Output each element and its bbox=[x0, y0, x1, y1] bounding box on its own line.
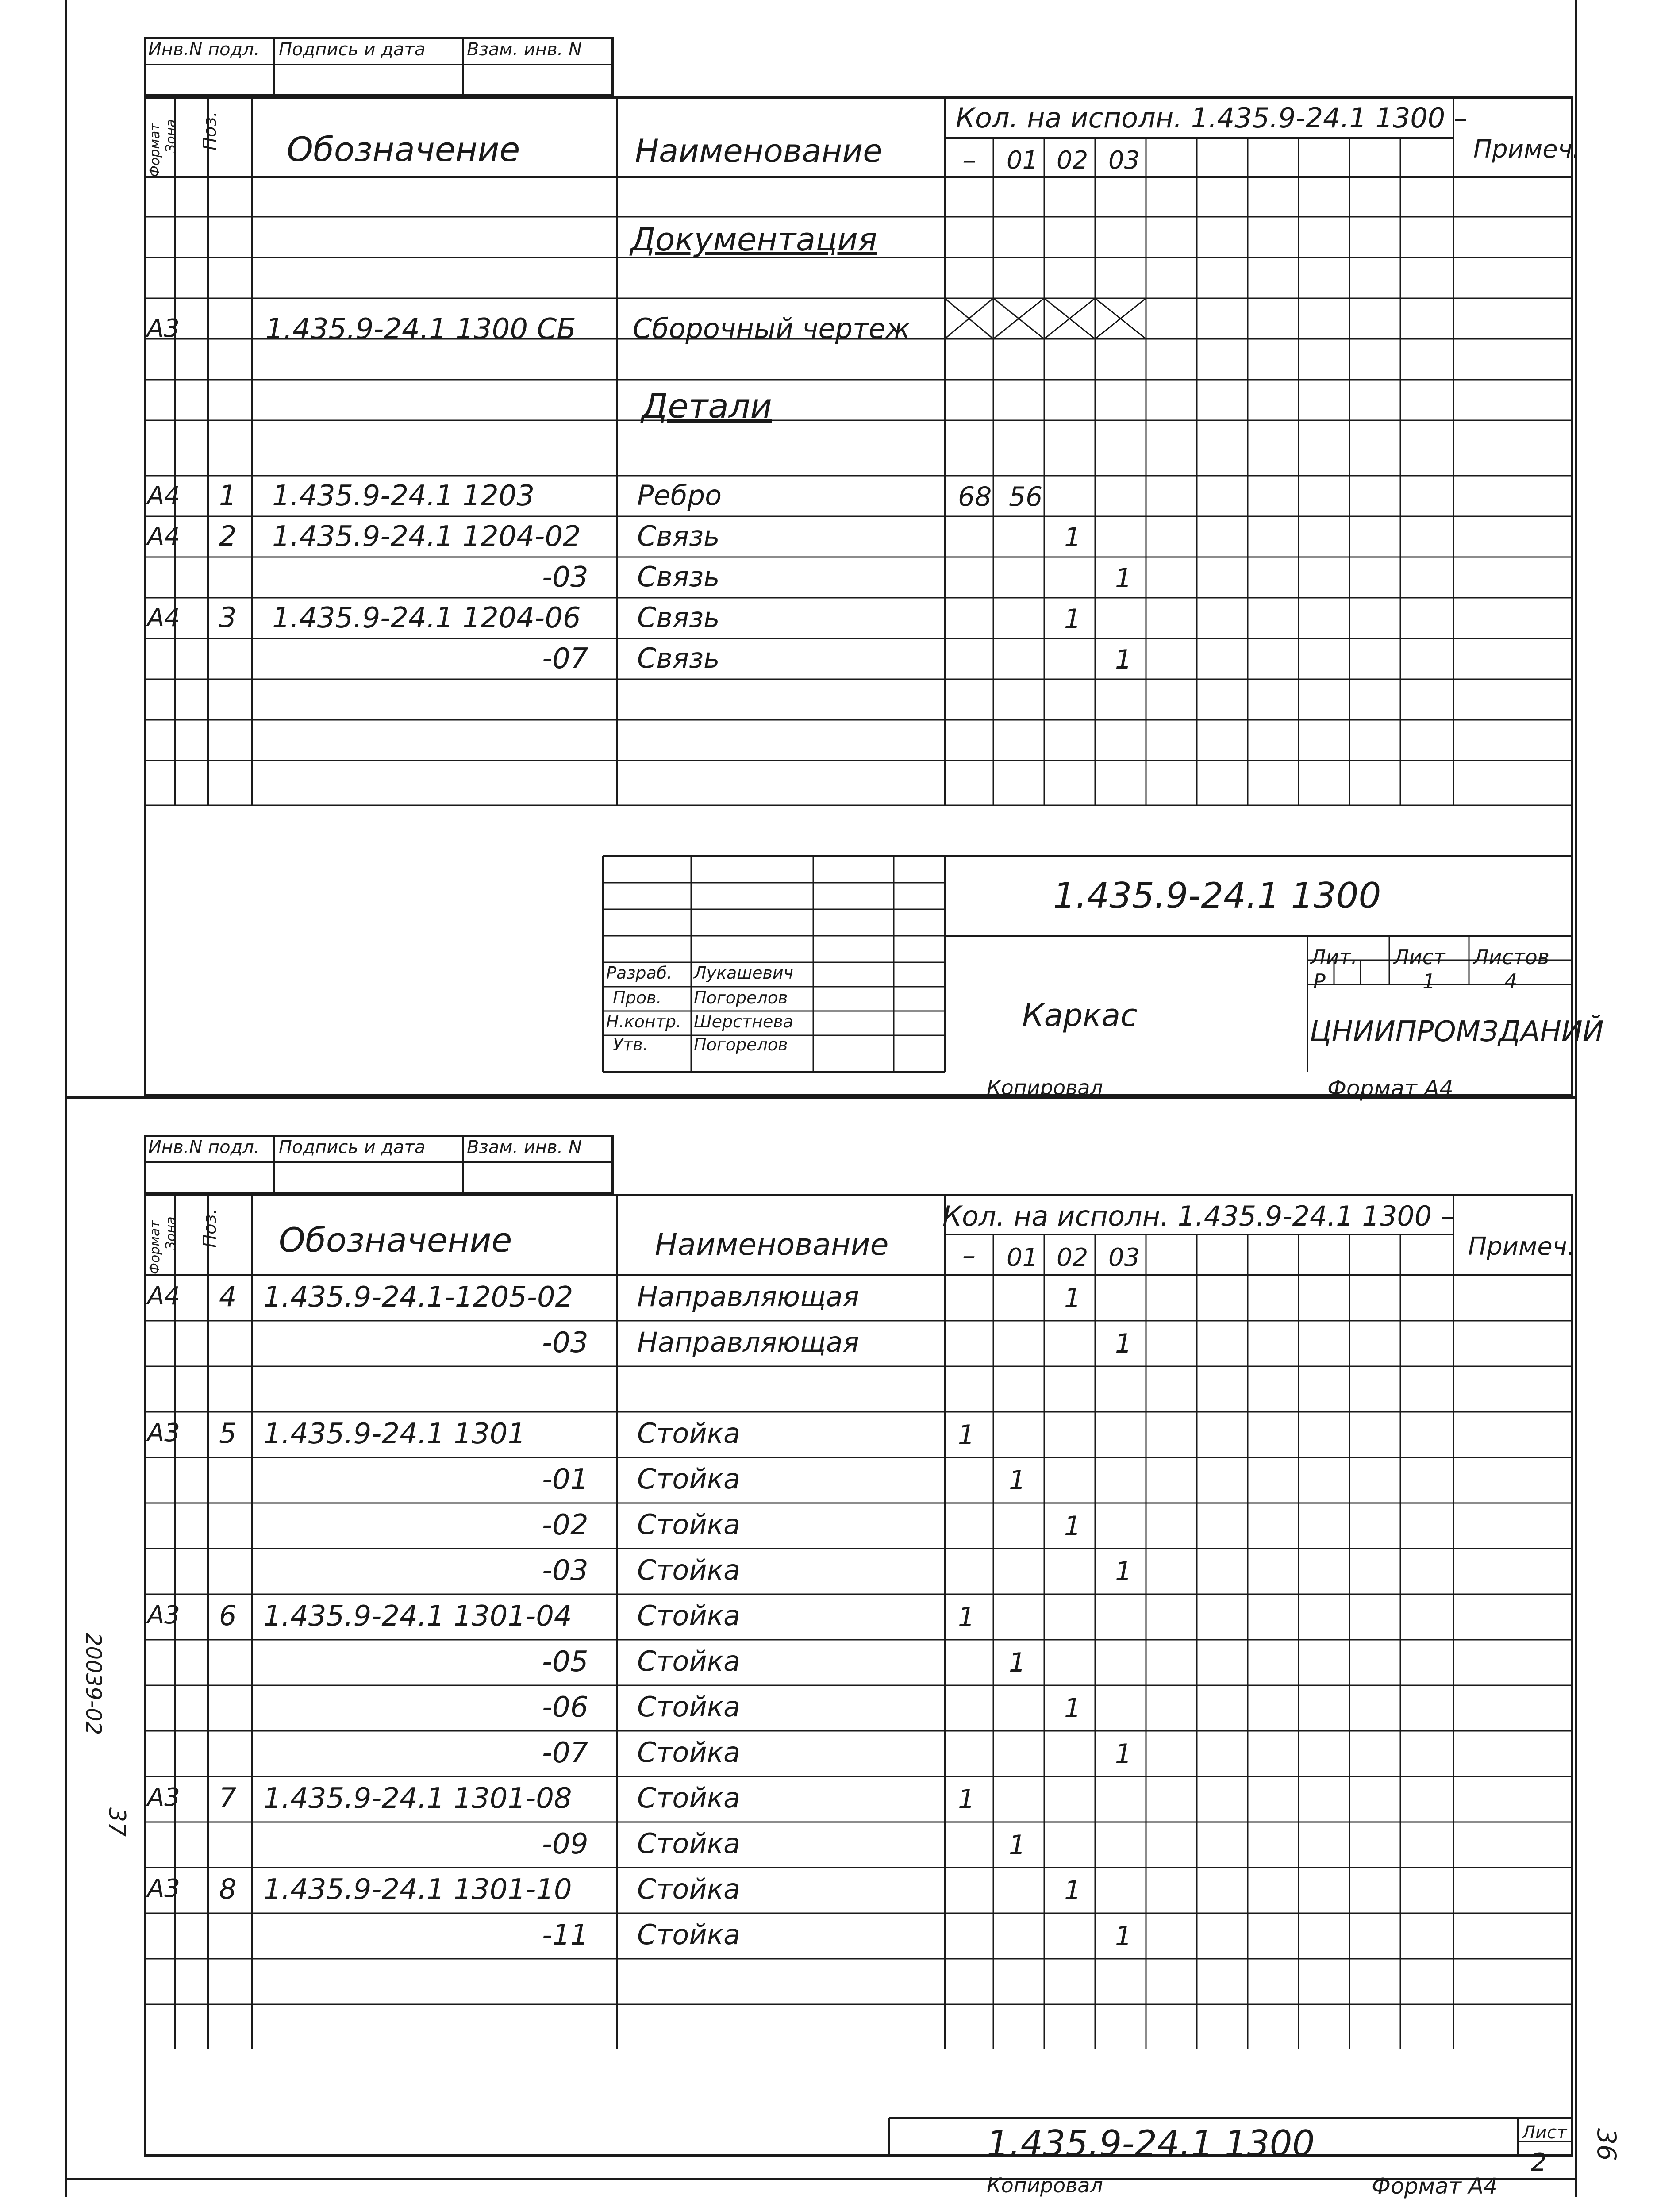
doc-designation: 1.435.9-24.1 1300 СБ bbox=[265, 313, 577, 346]
sheets-value: 4 bbox=[1504, 969, 1518, 993]
sheet2-sheet-value: 2 bbox=[1531, 2148, 1547, 2177]
row-name: Стойка bbox=[637, 1827, 741, 1860]
col-name-header: Наименование bbox=[635, 132, 883, 169]
row-name: Связь bbox=[637, 642, 720, 674]
role-checker: Пров. bbox=[613, 988, 662, 1007]
row-name: Стойка bbox=[637, 1645, 741, 1677]
sheet2-code: 1.435.9-24.1 1300 bbox=[987, 2123, 1315, 2164]
row-pos: 2 bbox=[219, 520, 237, 552]
row-name: Стойка bbox=[637, 1508, 741, 1541]
name-developer: Лукашевич bbox=[694, 963, 793, 983]
qty-02: 1 bbox=[1064, 1283, 1081, 1314]
role-approver: Утв. bbox=[613, 1035, 648, 1054]
col-note-header: Примеч. bbox=[1473, 135, 1580, 164]
row-format: А3 bbox=[147, 1783, 180, 1812]
row-name: Направляющая bbox=[637, 1280, 859, 1313]
row-designation: 1.435.9-24.1 1301-08 bbox=[263, 1782, 572, 1815]
row-designation: -07 bbox=[542, 1737, 588, 1769]
row-name: Стойка bbox=[637, 1691, 741, 1723]
qty-base: 1 bbox=[958, 1602, 975, 1633]
row-name: Стойка bbox=[637, 1873, 741, 1905]
qty-01: 1 bbox=[1009, 1465, 1026, 1496]
qty-01: 1 bbox=[1009, 1647, 1026, 1678]
col-name-header: Наименование bbox=[655, 1227, 889, 1262]
product-name: Каркас bbox=[1022, 997, 1138, 1034]
qty-02: 1 bbox=[1064, 604, 1081, 634]
role-developer: Разраб. bbox=[606, 963, 673, 983]
row-designation: -03 bbox=[542, 561, 588, 594]
copied-label: Копировал bbox=[987, 2173, 1103, 2197]
doc-name: Сборочный чертеж bbox=[633, 312, 911, 345]
doc-format: А3 bbox=[147, 314, 180, 343]
col-pos-header: Поз. bbox=[200, 1208, 220, 1248]
row-designation: -02 bbox=[542, 1509, 588, 1542]
col-designation-header: Обозначение bbox=[279, 1220, 512, 1260]
qty-02: 1 bbox=[1064, 1511, 1081, 1542]
row-format: А4 bbox=[147, 604, 180, 632]
stamp-inv-label: Инв.N подл. bbox=[148, 39, 260, 60]
stamp-sign-label: Подпись и дата bbox=[279, 1137, 426, 1157]
variant-03: 03 bbox=[1108, 1243, 1140, 1272]
row-format: А3 bbox=[147, 1419, 180, 1447]
row-name: Стойка bbox=[637, 1554, 741, 1586]
qty-base: 1 bbox=[958, 1784, 975, 1815]
variant-03: 03 bbox=[1108, 146, 1140, 175]
role-norm-control: Н.контр. bbox=[606, 1012, 682, 1031]
row-designation: -09 bbox=[542, 1828, 588, 1861]
row-name: Ребро bbox=[637, 479, 722, 511]
row-designation: 1.435.9-24.1 1204-06 bbox=[272, 602, 581, 634]
name-checker: Погорелов bbox=[694, 988, 788, 1007]
section-parts: Детали bbox=[642, 386, 772, 426]
organization-name: ЦНИИПРОМЗДАНИЙ bbox=[1310, 1015, 1604, 1048]
row-name: Стойка bbox=[637, 1918, 741, 1951]
qty-02: 1 bbox=[1064, 522, 1081, 553]
qty-03: 1 bbox=[1115, 1556, 1132, 1587]
sheet-value: 1 bbox=[1422, 969, 1436, 993]
row-designation: -03 bbox=[542, 1554, 588, 1587]
row-name: Связь bbox=[637, 561, 720, 593]
sheets-header: Листов bbox=[1473, 945, 1549, 969]
row-pos: 4 bbox=[219, 1280, 237, 1313]
row-format: А3 bbox=[147, 1601, 180, 1630]
variant-01: 01 bbox=[1007, 146, 1038, 175]
row-designation: -11 bbox=[542, 1919, 588, 1952]
stamp-repl-label: Взам. инв. N bbox=[467, 1137, 582, 1157]
stamp-inv-label: Инв.N подл. bbox=[148, 1137, 260, 1157]
row-pos: 8 bbox=[219, 1873, 237, 1905]
row-name: Стойка bbox=[637, 1463, 741, 1495]
row-format: А4 bbox=[147, 1282, 180, 1311]
col-note-header: Примеч. bbox=[1468, 1232, 1575, 1261]
qty-03: 1 bbox=[1115, 1738, 1132, 1769]
row-designation: -01 bbox=[542, 1463, 588, 1496]
variant-02: 02 bbox=[1057, 1243, 1088, 1272]
col-pos-header: Поз. bbox=[200, 111, 220, 150]
row-pos: 3 bbox=[219, 601, 237, 634]
qty-02: 1 bbox=[1064, 1693, 1081, 1724]
row-name: Стойка bbox=[637, 1599, 741, 1632]
row-name: Стойка bbox=[637, 1417, 741, 1449]
variant-02: 02 bbox=[1057, 146, 1088, 175]
row-name: Стойка bbox=[637, 1782, 741, 1814]
name-approver: Погорелов bbox=[694, 1035, 788, 1054]
sheet-header: Лист bbox=[1394, 945, 1445, 969]
qty-header: Кол. на исполн. 1.435.9-24.1 1300 – bbox=[956, 102, 1468, 134]
col-format-header: Формат bbox=[147, 123, 163, 177]
qty-03: 1 bbox=[1115, 1921, 1132, 1952]
qty-01: 1 bbox=[1009, 1830, 1026, 1861]
row-designation: 1.435.9-24.1 1301-10 bbox=[263, 1873, 572, 1906]
variant-01: 01 bbox=[1007, 1243, 1038, 1272]
row-format: А3 bbox=[147, 1874, 180, 1903]
row-designation: -06 bbox=[542, 1691, 588, 1724]
row-name: Связь bbox=[637, 520, 720, 552]
row-name: Направляющая bbox=[637, 1326, 859, 1358]
variant-base: – bbox=[962, 1240, 976, 1271]
variant-base: – bbox=[962, 144, 976, 177]
section-documentation: Документация bbox=[630, 221, 877, 258]
format-label: Формат А4 bbox=[1327, 1076, 1453, 1101]
qty-03: 1 bbox=[1115, 644, 1132, 675]
format-label: Формат А4 bbox=[1372, 2173, 1498, 2199]
qty-base: 68 bbox=[958, 481, 992, 512]
sheet2-sheet-header: Лист bbox=[1522, 2122, 1567, 2143]
row-designation: -05 bbox=[542, 1645, 588, 1678]
row-format: А4 bbox=[147, 481, 180, 510]
col-zone-header: Зона bbox=[163, 1216, 179, 1250]
qty-header: Кол. на исполн. 1.435.9-24.1 1300 – bbox=[942, 1200, 1454, 1232]
lit-header: Лит. bbox=[1311, 945, 1357, 969]
row-designation: -03 bbox=[542, 1326, 588, 1359]
row-designation: 1.435.9-24.1-1205-02 bbox=[263, 1281, 573, 1314]
row-pos: 6 bbox=[219, 1599, 237, 1632]
qty-03: 1 bbox=[1115, 1328, 1132, 1359]
row-designation: -07 bbox=[542, 642, 588, 675]
row-pos: 7 bbox=[219, 1782, 237, 1814]
row-designation: 1.435.9-24.1 1301 bbox=[263, 1418, 526, 1450]
title-code: 1.435.9-24.1 1300 bbox=[1053, 875, 1381, 916]
copied-label: Копировал bbox=[987, 1076, 1103, 1100]
qty-01: 56 bbox=[1009, 481, 1043, 512]
qty-02: 1 bbox=[1064, 1875, 1081, 1906]
row-designation: 1.435.9-24.1 1204-02 bbox=[272, 520, 581, 553]
row-format: А4 bbox=[147, 522, 180, 551]
row-pos: 5 bbox=[219, 1417, 237, 1449]
name-norm-control: Шерстнева bbox=[694, 1012, 794, 1031]
row-name: Связь bbox=[637, 601, 720, 634]
col-designation-header: Обозначение bbox=[287, 130, 520, 169]
qty-03: 1 bbox=[1115, 563, 1132, 594]
col-format-header: Формат bbox=[147, 1220, 163, 1274]
row-designation: 1.435.9-24.1 1301-04 bbox=[263, 1600, 572, 1633]
page-number: 37 bbox=[104, 1807, 130, 1837]
row-name: Стойка bbox=[637, 1736, 741, 1768]
corner-number: 36 bbox=[1592, 2128, 1622, 2161]
lit-value: Р bbox=[1313, 969, 1326, 993]
row-pos: 1 bbox=[219, 479, 237, 511]
stamp-repl-label: Взам. инв. N bbox=[467, 39, 582, 60]
archive-number: 20039-02 bbox=[81, 1633, 106, 1735]
stamp-sign-label: Подпись и дата bbox=[279, 39, 426, 60]
col-zone-header: Зона bbox=[163, 119, 179, 153]
row-designation: 1.435.9-24.1 1203 bbox=[272, 480, 535, 512]
qty-base: 1 bbox=[958, 1419, 975, 1450]
